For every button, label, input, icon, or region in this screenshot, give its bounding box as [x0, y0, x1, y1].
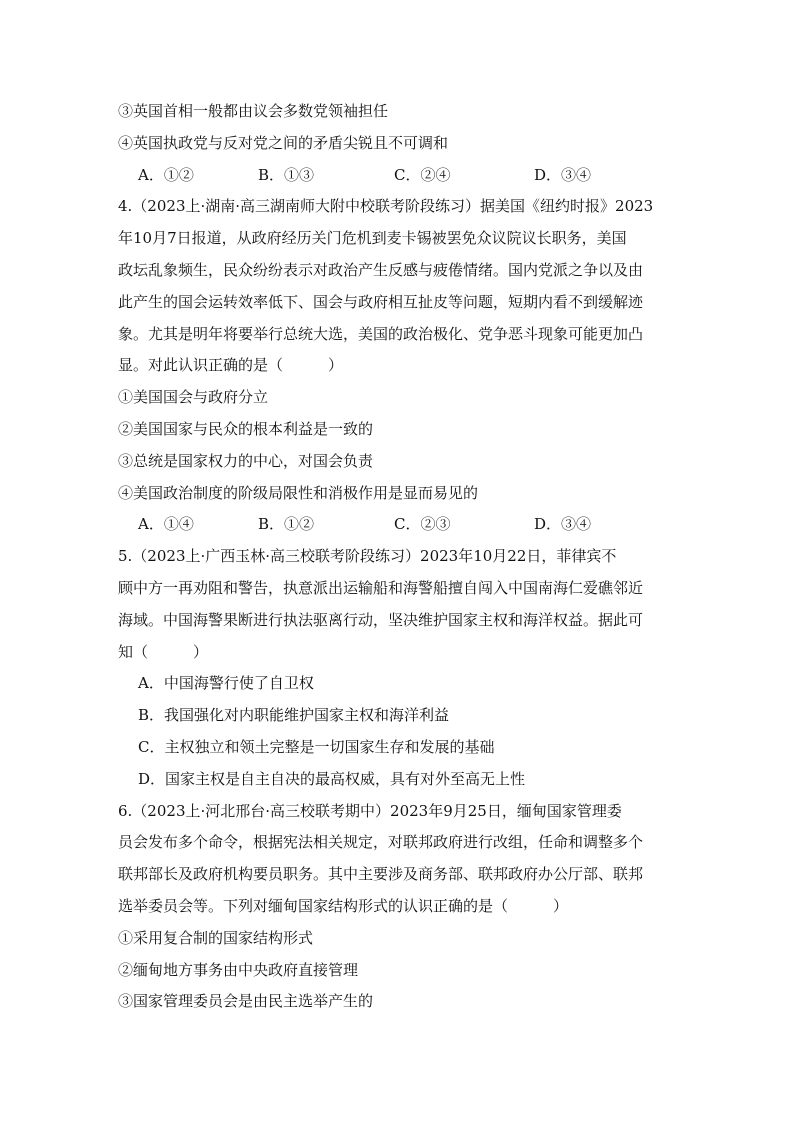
q4-stem-line: 年10月7日报道，从政府经历关门危机到麦卡锡被罢免众议院议长职务，美国 [118, 229, 627, 248]
q5-stem [118, 541, 678, 668]
q6-stem-line: 选举委员会等。下列对缅甸国家结构形式的认识正确的是（ ） [118, 896, 569, 915]
q4-option-c: C．②③ [394, 515, 451, 534]
q5-option-c: C．主权独立和领土完整是一切国家生存和发展的基础 [138, 737, 495, 756]
q5-option-b: B．我国强化对内职能维护国家主权和海洋利益 [138, 706, 450, 725]
q5-stem-line: 知（ ） [118, 642, 209, 661]
q6-stem-line: 员会发布多个命令，根据宪法相关规定，对联邦政府进行改组，任命和调整多个 [118, 833, 644, 852]
q3-option-a: A．①② [138, 165, 194, 184]
q3-statement-3: ③英国首相一般都由议会多数党领袖担任 [118, 102, 389, 120]
q6-statement-3: ③国家管理委员会是由民主选举产生的 [118, 992, 374, 1011]
q5-stem-line: 5.（2023上·广西玉林·高三校联考阶段练习）2023年10月22日，菲律宾不 [118, 547, 617, 566]
q6-stem [118, 796, 678, 923]
q6-stem-line: 联邦部长及政府机构要员职务。其中主要涉及商务部、联邦政府办公厅部、联邦 [118, 865, 644, 884]
document-content [118, 96, 678, 1018]
q4-option-b: B．①② [258, 515, 315, 534]
q3-option-b: B．①③ [258, 165, 315, 184]
q5-stem-line: 顾中方一再劝阻和警告，执意派出运输船和海警船擅自闯入中国南海仁爱礁邻近 [118, 578, 644, 597]
q3-options [118, 160, 678, 192]
q4-statement-1: ①美国国会与政府分立 [118, 388, 269, 407]
q4-stem-line: 政坛乱象频生，民众纷纷表示对政治产生反感与疲倦情绪。国内党派之争以及由 [118, 260, 644, 279]
q4-option-d: D．③④ [534, 515, 592, 534]
q4-option-a: A．①④ [138, 515, 194, 534]
q6-statement-1: ①采用复合制的国家结构形式 [118, 928, 314, 947]
q4-stem-line: 此产生的国会运转效率低下、国会与政府相互扯皮等问题，短期内看不到缓解迹 [118, 292, 644, 311]
q3-option-d: D．③④ [534, 165, 592, 184]
q4-statement-4: ④美国政治制度的阶级局限性和消极作用是显而易见的 [118, 483, 479, 502]
q3-statement-4: ④英国执政党与反对党之间的矛盾尖锐且不可调和 [118, 133, 449, 152]
q4-stem-line: 象。尤其是明年将要举行总统大选，美国的政治极化、党争恶斗现象可能更加凸 [118, 324, 644, 343]
q4-stem [118, 191, 678, 382]
q5-stem-line: 海域。中国海警果断进行执法驱离行动，坚决维护国家主权和海洋权益。据此可 [118, 610, 644, 629]
q5-option-d: D．国家主权是自主自决的最高权威，具有对外至高无上性 [138, 769, 526, 788]
q6-stem-line: 6.（2023上·河北邢台·高三校联考期中）2023年9月25日，缅甸国家管理委 [118, 801, 622, 820]
q5-option-a: A．中国海警行使了自卫权 [138, 674, 314, 693]
q3-option-c: C．②④ [394, 165, 451, 184]
q4-options [118, 509, 678, 541]
q4-statement-2: ②美国国家与民众的根本利益是一致的 [118, 419, 374, 438]
q4-stem-line: 4.（2023上·湖南·高三湖南师大附中校联考阶段练习）据美国《纽约时报》2023 [118, 197, 654, 216]
q4-stem-line: 显。对此认识正确的是（ ） [118, 356, 344, 375]
q4-statement-3: ③总统是国家权力的中心，对国会负责 [118, 451, 374, 470]
q6-statement-2: ②缅甸地方事务由中央政府直接管理 [118, 960, 359, 979]
